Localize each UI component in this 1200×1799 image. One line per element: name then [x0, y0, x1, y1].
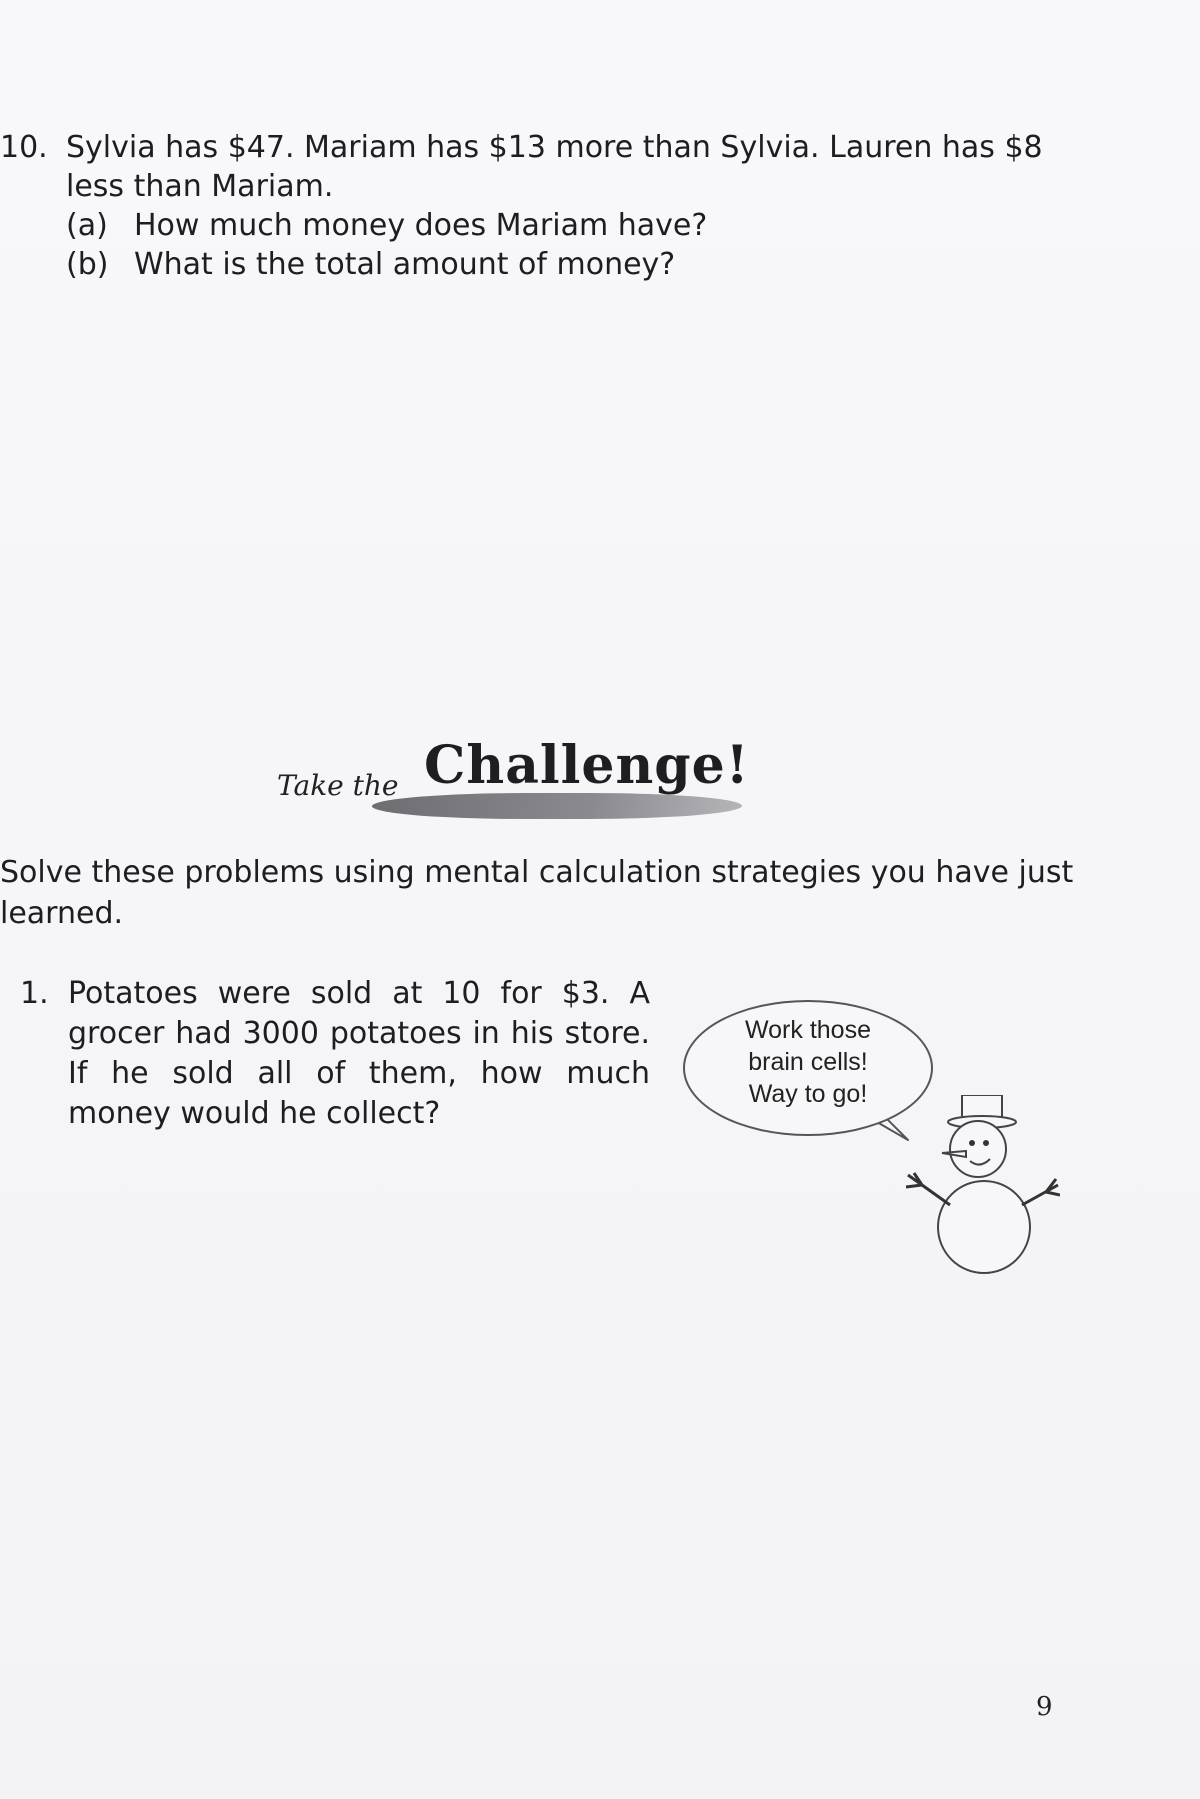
bubble-line: Way to go! [748, 1080, 868, 1108]
question-number: 10. [0, 130, 48, 165]
banner-swoosh [370, 793, 745, 819]
question-number: 1. [20, 976, 49, 1011]
question-text: Potatoes were sold at 10 for $3. A grocer had 3000 potatoes in his store. If he sold all of them, how much money would he collect? [68, 976, 650, 1131]
challenge-intro: Solve these problems using mental calculation strategies you have just learned. [0, 855, 1074, 931]
question-10 [0, 128, 1070, 284]
part-text: How much money does Mariam have? [134, 208, 708, 243]
part-label: (b) [66, 247, 109, 282]
banner-title: Challenge! [424, 735, 750, 796]
banner-small-text: Take the [277, 769, 399, 802]
question-stem: Sylvia has $47. Mariam has $13 more than Sylvia. Lauren has $8 less than Mariam. [66, 130, 1043, 204]
part-text: What is the total amount of money? [134, 247, 676, 282]
speech-bubble [683, 1000, 933, 1136]
question-part-a [66, 206, 1070, 245]
snowman-illustration [900, 1095, 1060, 1275]
page-number: 9 [1036, 1692, 1053, 1722]
question-1 [20, 974, 650, 1134]
bubble-line: brain cells! [748, 1048, 868, 1076]
question-part-b [66, 245, 1070, 284]
part-label: (a) [66, 208, 108, 243]
bubble-line: Work those [745, 1016, 871, 1044]
challenge-banner [262, 735, 782, 825]
